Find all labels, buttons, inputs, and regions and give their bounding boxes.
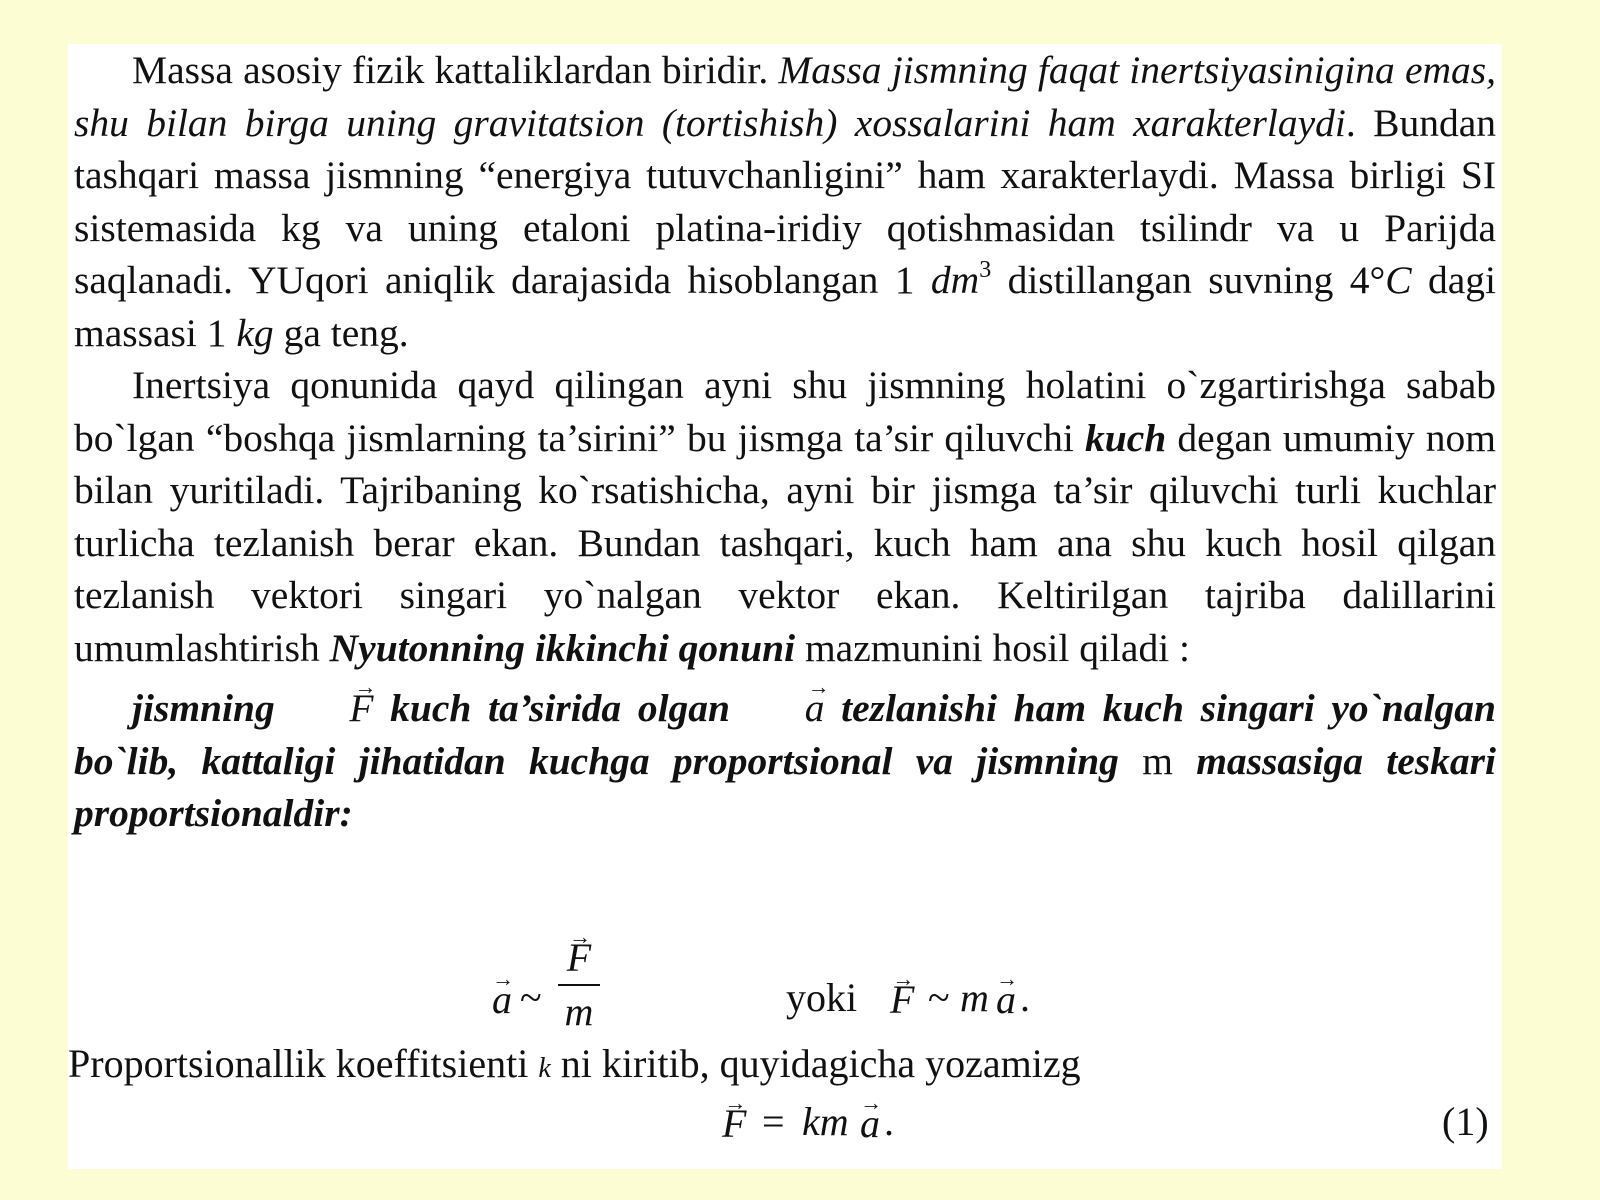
vector-F: → F <box>722 1104 746 1144</box>
equals-sign: = <box>762 1099 785 1144</box>
vector-F: → F <box>291 689 373 729</box>
law-name: Nyutonning ikkinchi qonuni <box>329 625 796 670</box>
text-span: ga teng. <box>273 310 409 355</box>
document-page <box>68 44 1502 1169</box>
italic-definition: Massa jismning faqat inertsiyasinigina emas, shu bilan birga uning gravitatsion (tortishish) xossalarini ham xarakterlaydi <box>74 48 1497 145</box>
text-span: Inertsiya qonunida qayd qilingan ayni shu jismning holatini o`zgartirishga sabab bo`lgan “boshqa jismlarning ta’sirini” bu jismga ta’sir qiluvchi <box>74 363 1496 460</box>
symbol-k: k <box>538 1053 551 1084</box>
text-span: ni kiritib, quyidagicha yozamizg <box>550 1041 1081 1086</box>
vector-F: → F <box>567 938 591 978</box>
term-kuch: kuch <box>1085 415 1167 460</box>
unit-celsius: C <box>1385 258 1412 302</box>
unit-dm: dm <box>930 258 980 302</box>
text-span: distillangan suvning 4° <box>991 258 1386 302</box>
paragraph-coefficient <box>68 1038 1502 1090</box>
vector-a: → a <box>860 1104 880 1144</box>
vector-a: → a <box>747 689 825 729</box>
period: . <box>1020 975 1030 1020</box>
formula-newton-second-law <box>68 1096 1502 1152</box>
text-span: . Bundan tashqari massa jismning “energiya tutuvchanligini” ham xarakterlaydi. Massa birligi SI sistemasida kg va uning etaloni platina-iridiy qotishmasidan tsilindr va u Parijda saqlanadi. YUqori aniqlik darajasida hisoblangan 1 <box>74 100 1496 302</box>
symbol-km: km <box>802 1099 849 1144</box>
law-statement <box>74 682 1496 840</box>
text-span: kuch ta’sirida olgan <box>373 686 747 730</box>
vector-a: → a <box>492 980 512 1020</box>
text-span: jismning <box>132 686 292 730</box>
equation-number: (1) <box>1442 1099 1489 1144</box>
exponent-3: 3 <box>979 257 992 283</box>
paragraph-mass <box>74 44 1496 359</box>
text-span: degan umumiy nom bilan yuritiladi. Tajribaning ko`rsatishicha, ayni bir jismga ta’sir qiluvchi turli kuchlar turlicha tezlanish berar ekan. Bundan tashqari, kuch ham ana shu kuch hosil qilgan tezlanish vektori singari yo`nalgan vektor ekan. Keltirilgan tajriba dalillarini umumlashtirish <box>74 415 1496 670</box>
paragraph-force <box>74 359 1496 674</box>
symbol-m: m <box>1142 738 1173 783</box>
tilde-sign: ~ <box>928 975 950 1020</box>
vector-F: → F <box>890 980 914 1020</box>
text-span: mazmunini hosil qiladi : <box>795 625 1191 670</box>
text-span: dagi massasi 1 <box>74 258 1497 355</box>
document-text <box>74 44 1496 840</box>
text-span: Proportsionallik koeffitsienti <box>68 1041 539 1086</box>
text-span: tezlanishi ham kuch singari yo`nalgan bo`lib, kattaligi jihatidan kuchga proportsional va jismning <box>74 686 1496 783</box>
unit-kg: kg <box>236 310 274 355</box>
text-span: Massa asosiy fizik kattaliklardan biridir. <box>132 48 769 92</box>
text-span: massasiga teskari proportsionaldir: <box>74 738 1496 835</box>
period: . <box>884 1099 894 1144</box>
symbol-m: m <box>564 989 594 1034</box>
word-yoki: yoki <box>786 975 858 1020</box>
tilde-sign: ~ <box>520 975 542 1020</box>
fraction-F-over-m <box>556 932 602 1038</box>
symbol-m: m <box>960 975 989 1020</box>
vector-a: → a <box>996 980 1016 1020</box>
